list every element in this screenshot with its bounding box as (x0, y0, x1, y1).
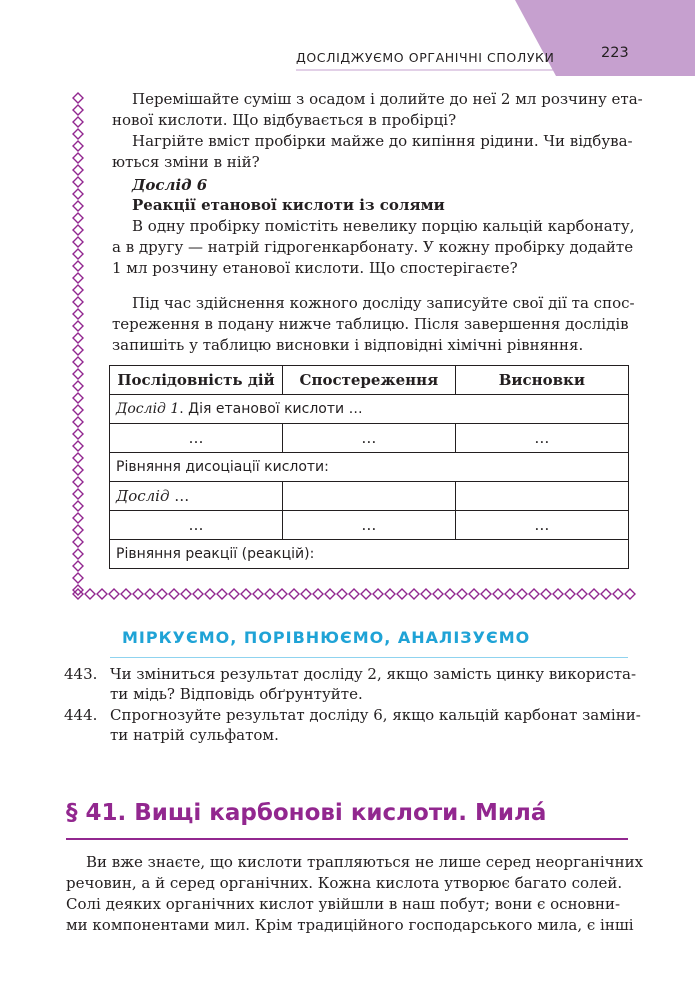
text-line: нової кислоти. Що відбувається в пробірці? (112, 111, 457, 129)
table-cell: Рівняння реакції (реакцій): (110, 540, 629, 569)
section-divider (110, 657, 628, 658)
cell-text: … (169, 487, 190, 505)
table-header-cell: Висновки (455, 366, 628, 395)
table-cell (455, 482, 628, 511)
question-444 (64, 705, 644, 745)
table-header-cell: Послідовність дій (110, 366, 283, 395)
table-cell: Рівняння дисоціації кислоти: (110, 453, 629, 482)
experiment-label: Дослід 1 (116, 401, 180, 417)
question-text: ти мідь? Відповідь обґрунтуйте. (110, 685, 363, 703)
section-heading: МІРКУЄМО, ПОРІВНЮЄМО, АНАЛІЗУЄМО (122, 628, 531, 647)
table-cell (110, 395, 629, 424)
table-row (110, 395, 629, 424)
text-line: ються зміни в ній? (112, 153, 260, 171)
table-cell: … (455, 511, 628, 540)
table-header-row (110, 366, 629, 395)
text-line: Солі деяких органічних кислот увійшли в наш побут; вони є основни- (66, 895, 621, 913)
question-text: Спрогнозуйте результат досліду 6, якщо кальцій карбонат заміни- (110, 706, 641, 724)
question-text: ти натрій сульфатом. (110, 726, 279, 744)
text-line: запишіть у таблицю висновки і відповідні хімічні рівняння. (112, 336, 584, 354)
question-number: 444. (64, 706, 98, 724)
table-cell: … (110, 511, 283, 540)
table-cell (282, 482, 455, 511)
paragraph-mix (112, 89, 643, 110)
table-row (110, 424, 629, 453)
text-line: речовин, а й серед органічних. Кожна кислота утворює багато солей. (66, 874, 623, 892)
table-row (110, 482, 629, 511)
question-text: Чи зміниться результат досліду 2, якщо замість цинку використа- (110, 665, 637, 683)
experiment-6-title: Дослід 6 (132, 176, 208, 194)
table-cell: … (455, 424, 628, 453)
question-number: 443. (64, 665, 98, 683)
text-line: Перемішайте суміш з осадом і долийте до неї 2 мл розчину ета- (132, 90, 643, 108)
experiment-6-subtitle: Реакції етанової кислоти із солями (132, 196, 445, 214)
text-line: 1 мл розчину етанової кислоти. Що спостерігаєте? (112, 259, 518, 277)
title-divider (66, 838, 628, 840)
paragraph-heat (112, 131, 633, 152)
table-cell: … (282, 511, 455, 540)
question-443 (64, 664, 644, 704)
page-number: 223 (601, 45, 629, 61)
text-line: ми компонентами мил. Крім традиційного господарського мила, є інші (66, 916, 634, 934)
table-header-cell: Спостереження (282, 366, 455, 395)
experiment-label: Дослід (116, 487, 170, 505)
table-row (110, 511, 629, 540)
table-cell: … (110, 424, 283, 453)
paragraph-title: § 41. Вищі карбонові кислоти. Мила́ (66, 800, 547, 826)
observation-table (109, 365, 629, 569)
table-row (110, 540, 629, 569)
running-head: ДОСЛІДЖУЄМО ОРГАНІЧНІ СПОЛУКИ (296, 50, 555, 65)
cell-text: . Дія етанової кислоти … (179, 401, 363, 417)
text-line: Ви вже знаєте, що кислоти трапляються не лише серед неорганічних (86, 853, 644, 871)
text-line: Під час здійснення кожного досліду записуйте свої дії та спос- (132, 294, 635, 312)
text-line: а в другу — натрій гідрогенкарбонату. У кожну пробірку додайте (112, 238, 634, 256)
table-cell (110, 482, 283, 511)
table-cell: … (282, 424, 455, 453)
text-line: Нагрійте вміст пробірки майже до кипіння рідини. Чи відбува- (132, 132, 633, 150)
text-line: тереження в подану нижче таблицю. Після завершення дослідів (112, 315, 629, 333)
text-line: В одну пробірку помістіть невелику порцію кальцій карбонату, (132, 217, 635, 235)
table-row (110, 453, 629, 482)
